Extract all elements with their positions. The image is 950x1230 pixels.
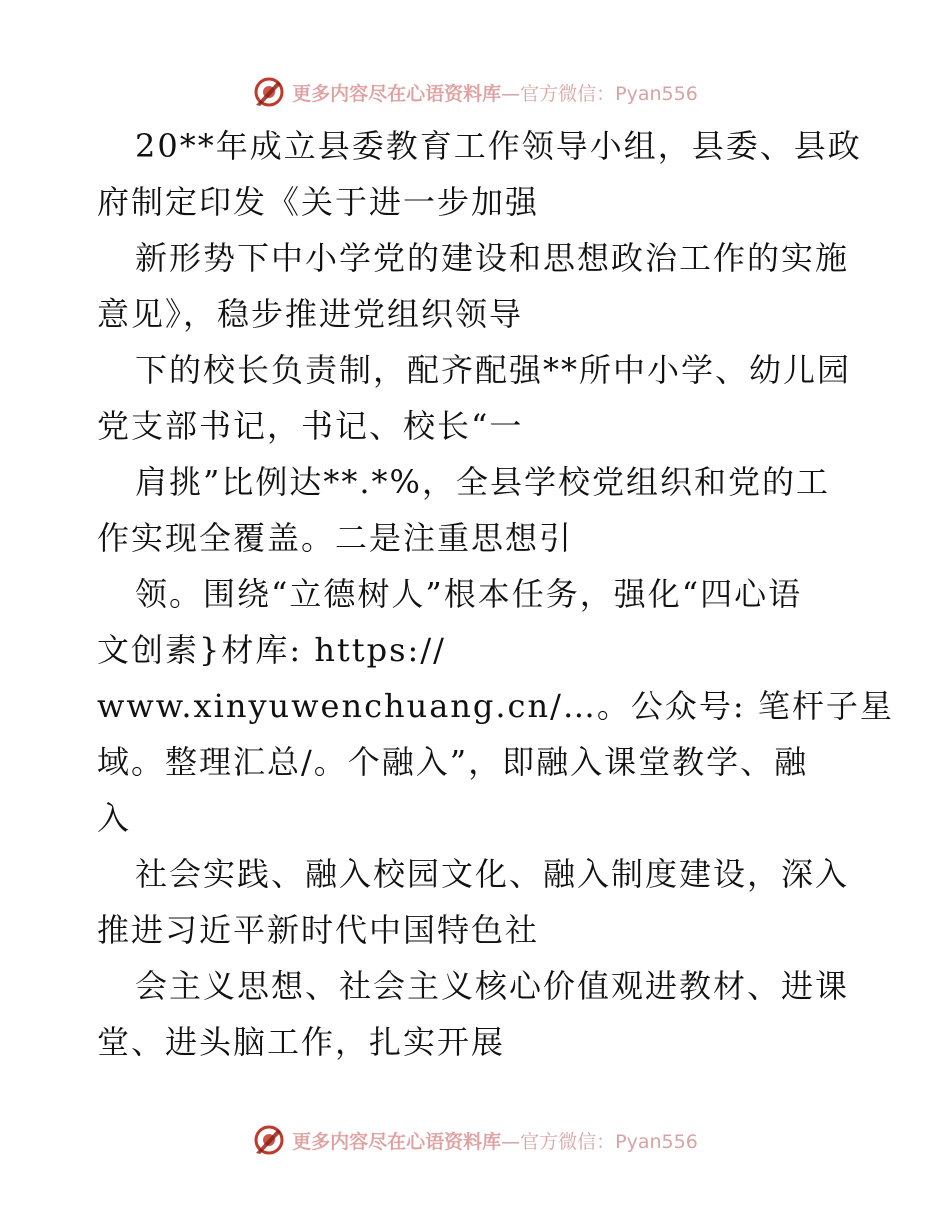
- body-line: 20**年成立县委教育工作领导小组，县委、县政: [135, 127, 862, 165]
- body-line: 会主义思想、社会主义核心价值观进教材、进课: [135, 967, 850, 1005]
- header-watermark: [0, 70, 950, 114]
- body-line: 下的校长负责制，配齐配强**所中小学、幼儿园: [135, 351, 852, 389]
- body-line: 作实现全覆盖。二是注重思想引: [97, 519, 574, 557]
- watermark-lead: 更多内容尽在心语资料库: [292, 82, 502, 105]
- body-line: 肩挑”比例达**.*%，全县学校党组织和党的工: [135, 463, 830, 501]
- body-line: 领。围绕“立德树人”根本任务，强化“四心语: [135, 575, 803, 613]
- watermark-wechat: 官方微信：Pyan556: [520, 82, 698, 105]
- watermark-text: [292, 1127, 698, 1154]
- watermark-lead: 更多内容尽在心语资料库: [292, 1130, 502, 1153]
- body-line: 入: [97, 799, 132, 837]
- body-line: 社会实践、融入校园文化、融入制度建设，深入: [135, 855, 850, 893]
- quill-logo-icon: [252, 75, 286, 109]
- quill-logo-icon: [252, 1123, 286, 1157]
- body-line: 意见》，稳步推进党组织领导: [97, 295, 524, 333]
- body-line: www.xinyuwenchuang.cn/…。公众号: 笔杆子星: [97, 687, 894, 725]
- document-body: [97, 118, 894, 1070]
- body-line: 文创素}材库: https://: [97, 631, 446, 669]
- body-line: 推进习近平新时代中国特色社: [97, 911, 540, 949]
- body-line: 党支部书记，书记、校长“一: [97, 407, 524, 445]
- watermark-wechat: 官方微信：Pyan556: [520, 1130, 698, 1153]
- body-line: 府制定印发《关于进一步加强: [97, 183, 540, 221]
- body-line: 域。整理汇总/。个融入”，即融入课堂教学、融: [97, 743, 809, 781]
- watermark-text: [292, 79, 698, 106]
- footer-watermark: [0, 1118, 950, 1162]
- body-line: 堂、进头脑工作，扎实开展: [97, 1023, 506, 1061]
- watermark-separator: —: [501, 82, 521, 105]
- watermark-separator: —: [501, 1130, 521, 1153]
- body-line: 新形势下中小学党的建设和思想政治工作的实施: [135, 239, 850, 277]
